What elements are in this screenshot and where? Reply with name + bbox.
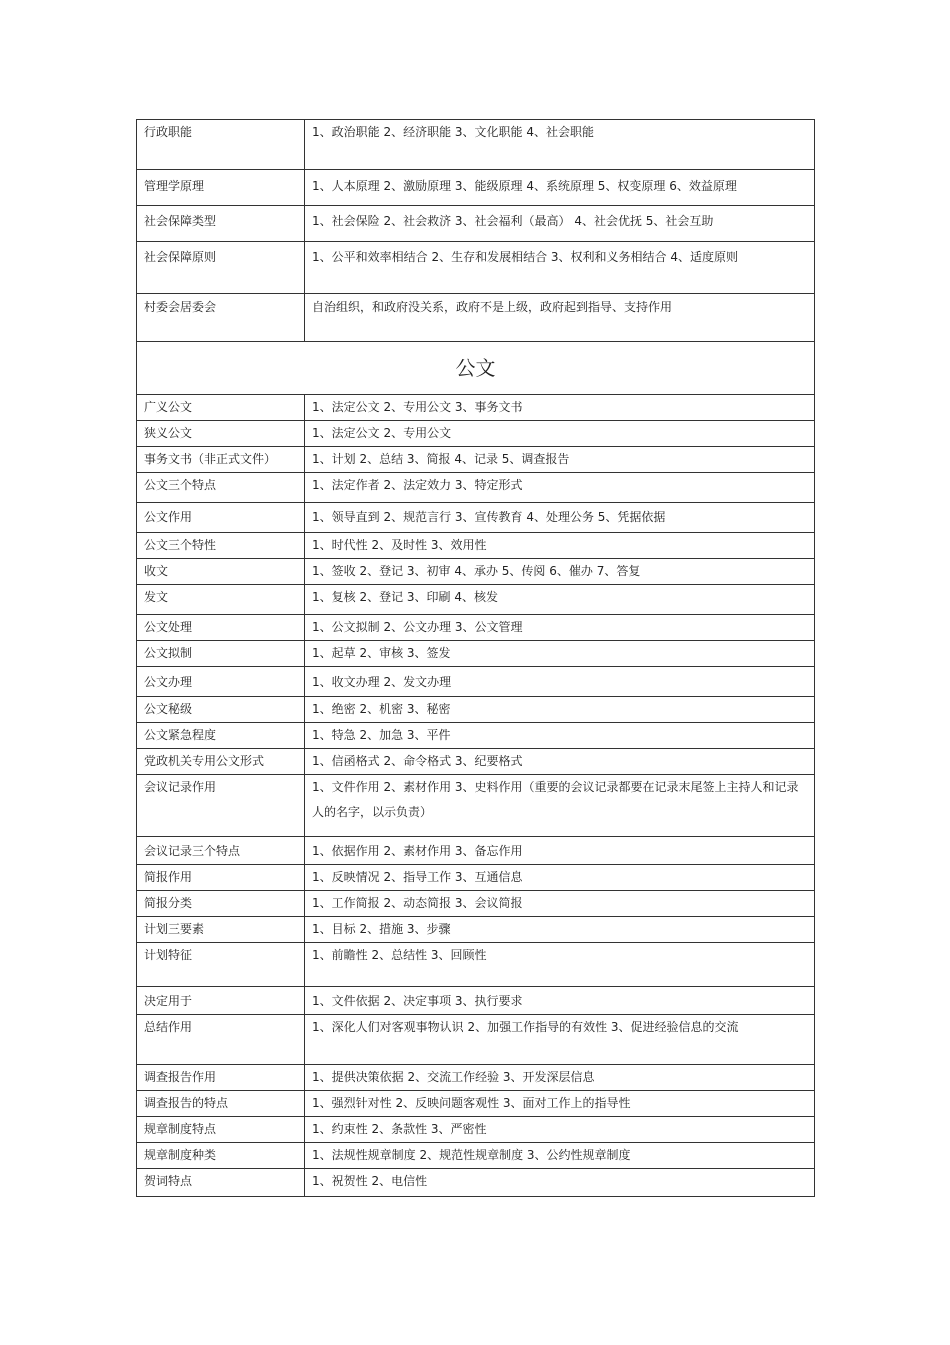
term-cell: 行政职能 <box>137 120 305 170</box>
description-cell: 1、政治职能 2、经济职能 3、文化职能 4、社会职能 <box>305 120 815 170</box>
table-row <box>137 559 815 585</box>
table-row <box>137 1015 815 1065</box>
description-cell: 1、文件依据 2、决定事项 3、执行要求 <box>305 987 815 1015</box>
term-cell: 社会保障类型 <box>137 206 305 242</box>
term-cell: 简报分类 <box>137 891 305 917</box>
description-cell: 1、文件作用 2、素材作用 3、史料作用（重要的会议记录都要在记录末尾签上主持人和记录人的名字，以示负责） <box>305 775 815 837</box>
description-cell: 1、复核 2、登记 3、印刷 4、核发 <box>305 585 815 615</box>
description-cell: 1、法定作者 2、法定效力 3、特定形式 <box>305 473 815 503</box>
table-row <box>137 1143 815 1169</box>
term-cell: 调查报告作用 <box>137 1065 305 1091</box>
table-row <box>137 1065 815 1091</box>
table-row <box>137 421 815 447</box>
table-row <box>137 447 815 473</box>
description-cell: 1、强烈针对性 2、反映问题客观性 3、面对工作上的指导性 <box>305 1091 815 1117</box>
term-cell: 公文作用 <box>137 503 305 533</box>
term-cell: 公文处理 <box>137 615 305 641</box>
section-heading: 公文 <box>137 342 815 395</box>
table-row <box>137 775 815 837</box>
term-cell: 会议记录作用 <box>137 775 305 837</box>
description-cell: 1、深化人们对客观事物认识 2、加强工作指导的有效性 3、促进经验信息的交流 <box>305 1015 815 1065</box>
term-cell: 会议记录三个特点 <box>137 837 305 865</box>
term-cell: 管理学原理 <box>137 170 305 206</box>
table-row <box>137 837 815 865</box>
description-cell: 1、反映情况 2、指导工作 3、互通信息 <box>305 865 815 891</box>
term-cell: 简报作用 <box>137 865 305 891</box>
table-row <box>137 242 815 294</box>
description-cell: 1、社会保险 2、社会救济 3、社会福利（最高） 4、社会优抚 5、社会互助 <box>305 206 815 242</box>
term-cell: 规章制度特点 <box>137 1117 305 1143</box>
document-table <box>136 119 815 1197</box>
term-cell: 党政机关专用公文形式 <box>137 749 305 775</box>
term-cell: 狭义公文 <box>137 421 305 447</box>
description-cell: 1、法定公文 2、专用公文 3、事务文书 <box>305 395 815 421</box>
description-cell: 自治组织，和政府没关系，政府不是上级，政府起到指导、支持作用 <box>305 294 815 342</box>
description-cell: 1、起草 2、审核 3、签发 <box>305 641 815 667</box>
description-cell: 1、签收 2、登记 3、初审 4、承办 5、传阅 6、催办 7、答复 <box>305 559 815 585</box>
term-cell: 公文秘级 <box>137 697 305 723</box>
term-cell: 贺词特点 <box>137 1169 305 1197</box>
term-cell: 收文 <box>137 559 305 585</box>
description-cell: 1、公平和效率相结合 2、生存和发展相结合 3、权利和义务相结合 4、适度原则 <box>305 242 815 294</box>
term-cell: 发文 <box>137 585 305 615</box>
term-cell: 决定用于 <box>137 987 305 1015</box>
table-row <box>137 170 815 206</box>
table-row <box>137 473 815 503</box>
term-cell: 计划特征 <box>137 943 305 987</box>
term-cell: 规章制度种类 <box>137 1143 305 1169</box>
table-row <box>137 697 815 723</box>
term-cell: 公文紧急程度 <box>137 723 305 749</box>
table-row <box>137 667 815 697</box>
table-row <box>137 641 815 667</box>
description-cell: 1、祝贺性 2、电信性 <box>305 1169 815 1197</box>
term-cell: 社会保障原则 <box>137 242 305 294</box>
description-cell: 1、法规性规章制度 2、规范性规章制度 3、公约性规章制度 <box>305 1143 815 1169</box>
table-row <box>137 917 815 943</box>
term-cell: 公文办理 <box>137 667 305 697</box>
table-row <box>137 749 815 775</box>
table-row <box>137 1169 815 1197</box>
table-row <box>137 723 815 749</box>
table-row <box>137 891 815 917</box>
table-row <box>137 294 815 342</box>
description-cell: 1、收文办理 2、发文办理 <box>305 667 815 697</box>
table-row <box>137 503 815 533</box>
description-cell: 1、绝密 2、机密 3、秘密 <box>305 697 815 723</box>
description-cell: 1、前瞻性 2、总结性 3、回顾性 <box>305 943 815 987</box>
term-cell: 事务文书（非正式文件） <box>137 447 305 473</box>
table-row <box>137 533 815 559</box>
term-cell: 公文拟制 <box>137 641 305 667</box>
table-row <box>137 865 815 891</box>
description-cell: 1、信函格式 2、命令格式 3、纪要格式 <box>305 749 815 775</box>
table-row <box>137 585 815 615</box>
section-heading-row <box>137 342 815 395</box>
term-cell: 公文三个特点 <box>137 473 305 503</box>
term-cell: 调查报告的特点 <box>137 1091 305 1117</box>
table-row <box>137 120 815 170</box>
description-cell: 1、人本原理 2、激励原理 3、能级原理 4、系统原理 5、权变原理 6、效益原理 <box>305 170 815 206</box>
description-cell: 1、领导直到 2、规范言行 3、宣传教育 4、处理公务 5、凭据依据 <box>305 503 815 533</box>
description-cell: 1、依据作用 2、素材作用 3、备忘作用 <box>305 837 815 865</box>
description-cell: 1、工作简报 2、动态简报 3、会议简报 <box>305 891 815 917</box>
term-cell: 计划三要素 <box>137 917 305 943</box>
description-cell: 1、时代性 2、及时性 3、效用性 <box>305 533 815 559</box>
table-row <box>137 615 815 641</box>
table-row <box>137 1117 815 1143</box>
description-cell: 1、计划 2、总结 3、简报 4、记录 5、调查报告 <box>305 447 815 473</box>
table-row <box>137 395 815 421</box>
table-row <box>137 206 815 242</box>
table-row <box>137 943 815 987</box>
description-cell: 1、目标 2、措施 3、步骤 <box>305 917 815 943</box>
description-cell: 1、公文拟制 2、公文办理 3、公文管理 <box>305 615 815 641</box>
term-cell: 村委会居委会 <box>137 294 305 342</box>
description-cell: 1、特急 2、加急 3、平件 <box>305 723 815 749</box>
table-row <box>137 1091 815 1117</box>
table-row <box>137 987 815 1015</box>
description-cell: 1、约束性 2、条款性 3、严密性 <box>305 1117 815 1143</box>
term-cell: 总结作用 <box>137 1015 305 1065</box>
description-cell: 1、提供决策依据 2、交流工作经验 3、开发深层信息 <box>305 1065 815 1091</box>
description-cell: 1、法定公文 2、专用公文 <box>305 421 815 447</box>
term-cell: 公文三个特性 <box>137 533 305 559</box>
term-cell: 广义公文 <box>137 395 305 421</box>
